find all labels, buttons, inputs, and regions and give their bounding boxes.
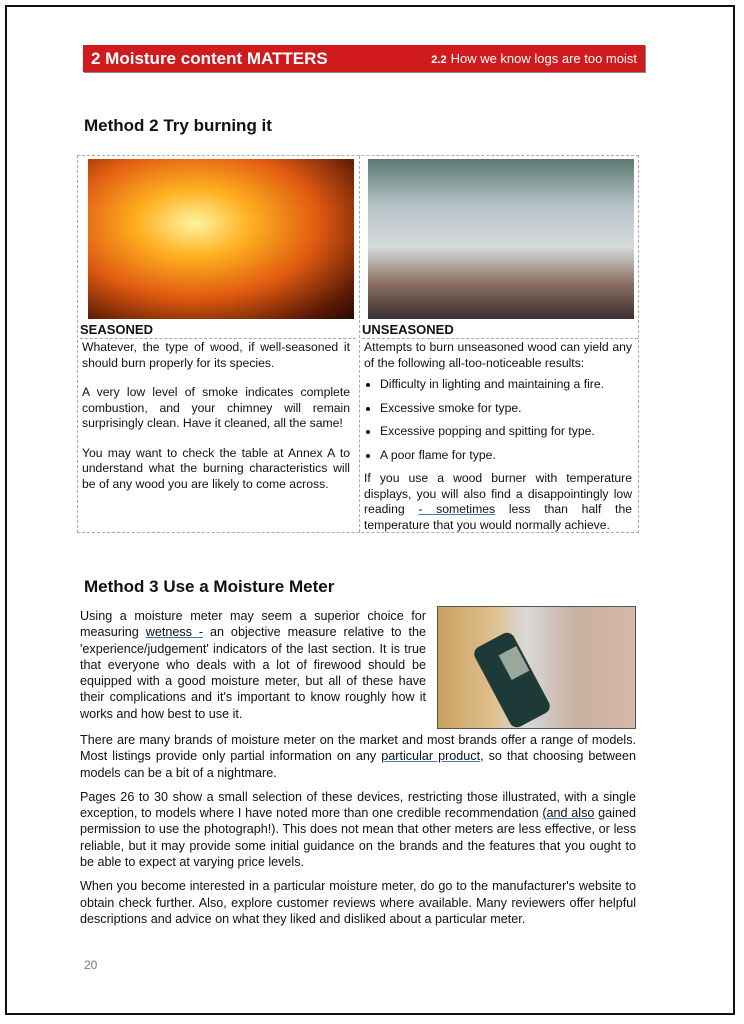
text: If you use a wood burner with temperature displays, you will also find a disappointingly low reading [364, 471, 632, 516]
paragraph [364, 471, 632, 533]
unseasoned-label: UNSEASONED [362, 322, 638, 339]
list-item: • A poor flame for type. [380, 448, 632, 464]
paragraph: You may want to check the table at Annex A to understand what the burning characteristics will be of any wood you are likely to come across. [82, 445, 350, 491]
chapter-title: 2 Moisture content MATTERS [91, 48, 328, 68]
seasoned-label: SEASONED [80, 322, 356, 339]
paragraph: Whatever, the type of wood, if well-seasoned it should burn properly for its species. [82, 340, 350, 370]
paragraph: Attempts to burn unseasoned wood can yield any of the following all-too-noticeable results: [364, 340, 632, 370]
seasoned-column [78, 156, 358, 532]
text: an objective measure relative to the 'experience/judgement' indicators of the last section. It is true that everyone who deals with a lot of firewood should be equipped with a good moisture meter, but all of these have their complications and it's important to know roughly how it works and how best to use it. [80, 625, 426, 721]
unseasoned-text [364, 340, 632, 547]
paragraph [80, 732, 636, 781]
method3-intro [80, 608, 426, 730]
fire-flames-image [88, 159, 354, 319]
list-item: • Difficulty in lighting and maintaining a fire. [380, 377, 632, 393]
text: There are many brands of moisture meter on the market and most brands offer a range of models. Most listings provide only partial information on any [80, 733, 636, 764]
paragraph: When you become interested in a particular moisture meter, do go to the manufacturer's website to obtain check further. Also, explore customer reviews where available. Many reviewers offer helpful descriptions and advice on what they liked and disliked about a particular meter. [80, 879, 636, 926]
text: wetness - [145, 625, 204, 640]
paragraph [80, 608, 426, 722]
chapter-header-bar [83, 45, 645, 72]
list-item: • Excessive popping and spitting for type. [380, 424, 632, 440]
section-title-text: How we know logs are too moist [450, 51, 637, 66]
method3-body [80, 732, 636, 935]
text: Using a moisture meter may seem a superior choice for measuring [80, 609, 426, 640]
burning-comparison-table [77, 155, 639, 533]
method3-heading: Method 3 Use a Moisture Meter [84, 577, 335, 596]
paragraph [80, 789, 636, 870]
page-number: 20 [84, 958, 98, 972]
method2-heading: Method 2 Try burning it [84, 116, 272, 135]
text: - sometimes [418, 502, 496, 516]
text: (and also [542, 806, 595, 821]
text: Pages 26 to 30 show a small selection of these devices, restricting those illustrated, with a single exception, to models where I have noted more than one credible recommendation [80, 789, 636, 821]
smoky-fire-image [368, 159, 634, 319]
seasoned-text [82, 340, 350, 506]
paragraph: A very low level of smoke indicates complete combustion, and your chimney will remain surprisingly clean. Have it cleaned, all the same! [82, 385, 350, 430]
unseasoned-column [359, 156, 640, 532]
section-number: 2.2 [431, 54, 447, 66]
text: gained permission to use the photograph!). This does not mean that other meters are less effective, or less reliable, but it may provide some initial guidance on the brands and the features that you ought to be able to expect at varying price levels. [80, 806, 636, 870]
moisture-meter-image [437, 606, 636, 729]
text: less than half the temperature that you would normally achieve. [364, 502, 633, 532]
section-title [431, 51, 637, 66]
text: , so that choosing between models can be a bit of a nightmare. [80, 749, 636, 780]
results-list [364, 377, 632, 463]
list-item: • Excessive smoke for type. [380, 401, 632, 417]
text: particular product [381, 749, 481, 764]
